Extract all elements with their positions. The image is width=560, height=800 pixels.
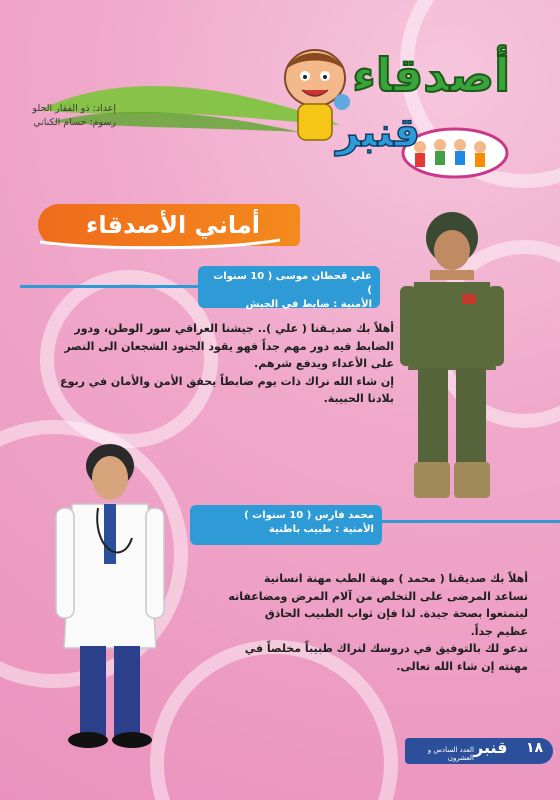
soldier-photo [392,200,512,505]
logo-subtitle: قنبر [336,110,420,156]
friend-1-wish: الأمنية : ضابط في الجيش [245,299,372,310]
friend-1-info-box [198,266,380,308]
doctor-photo [52,438,172,756]
footer-magazine-name: قنبر [474,738,508,757]
paragraph-line: مهنته إن شاء الله تعالى. [396,659,528,673]
paragraph-line: إن شاء الله نراك ذات يوم ضابطاً يحقق الأمن والأمان في ربوع [60,374,394,388]
friend-1-paragraph [38,320,394,408]
paragraph-line: بلادنا الحبيبة. [323,392,394,405]
credits-drawings: رسوم: حسام الكناني [33,117,116,128]
paragraph-line: على الأعداء ويدفع شرهم. [254,357,394,370]
footer-issue: العدد السادس و العشرون [427,746,474,762]
friend-2-info-box [190,505,382,545]
divider-line [20,285,200,288]
paragraph-line: عظيم جداً. [470,624,528,638]
friend-2-paragraph [168,570,528,675]
logo-title: أصدقاء [352,48,510,102]
magazine-logo [240,30,540,180]
credits-prep: إعداد: ذو الفقار الحلو [32,103,116,114]
credits [18,102,116,130]
friend-2-wish: الأمنية : طبيب باطنية [268,524,374,535]
friend-1-name: علي قحطان موسى ( 10 سنوات ) [213,271,372,296]
friend-2-name: محمد فارس ( 10 سنوات ) [244,510,374,521]
paragraph-line: ندعو لك بالتوفيق في دروسك لنراك طبيباً مخلصاً في [244,642,528,655]
paragraph-line: أهلاً بك صديـقنا ( علي ).. جيشنا العراقي سور الوطن، ودور [74,322,394,335]
divider-line [380,520,560,523]
paragraph-line: ليتمتعوا بصحة جيدة. لذا فإن ثواب الطبيب الحاذق [264,607,528,620]
page-number: ١٨ [526,740,544,756]
paragraph-line: أهلاً بك صديقنا ( محمد ) مهنة الطب مهنة انسانية [263,572,528,585]
paragraph-line: الضابط فيه دور مهم جداً فهو يقود الجنود الشجعان الى النصر [64,339,394,353]
paragraph-line: تساعد المرضى على التخلص من آلام المرض ومضاعفاته [228,589,528,603]
section-title: أماني الأصدقاء [86,211,260,239]
